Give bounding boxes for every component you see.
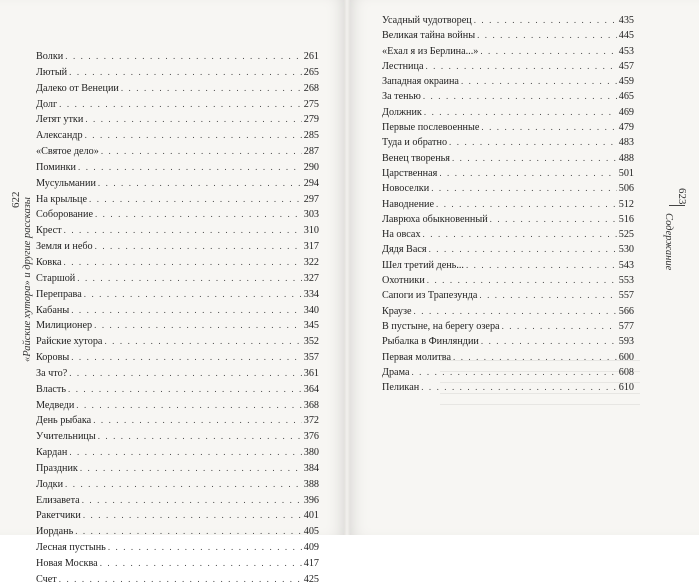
toc-entry-title: На овсах [382, 229, 421, 241]
toc-entry-title: Ковка [36, 256, 62, 268]
toc-entry [36, 477, 319, 493]
toc-entry-title: Должник [382, 106, 422, 118]
toc-entry-page: 376 [303, 431, 319, 443]
toc-entry-page: 525 [618, 229, 634, 241]
toc-entry-title: За тенью [382, 91, 421, 103]
toc-entry-title: Наводнение [382, 198, 435, 210]
dot-leader [75, 524, 302, 540]
toc-entry-page: 364 [303, 383, 319, 395]
dot-leader [439, 166, 616, 181]
toc-entry-page: 340 [303, 304, 319, 316]
dot-leader [502, 319, 617, 334]
toc-entry-page: 405 [303, 526, 319, 538]
dot-leader [64, 223, 302, 239]
dot-leader [68, 382, 302, 398]
toc-entry-page: 396 [303, 494, 319, 506]
toc-entry-title: Краузе [382, 305, 412, 317]
toc-entry-title: Соборование [36, 209, 93, 221]
toc-entry-title: Летят утки [36, 114, 84, 126]
dot-leader [423, 89, 617, 104]
toc-entry-title: Новая Москва [36, 558, 98, 569]
toc-entry-page: 261 [303, 51, 319, 62]
toc-entry-page: 334 [303, 288, 319, 300]
toc-entry-page: 372 [303, 415, 319, 427]
dot-leader [95, 239, 302, 255]
toc-entry [36, 49, 319, 65]
dot-leader [69, 366, 301, 382]
toc-entry-title: Волки [36, 51, 64, 62]
toc-entry [382, 212, 634, 227]
toc-entry-page: 417 [303, 558, 319, 569]
toc-entry-title: Лодки [36, 478, 64, 490]
toc-entry [36, 493, 319, 509]
toc-entry [36, 350, 319, 366]
toc-entry-title: Праздник [36, 462, 78, 474]
toc-entry-title: За что? [36, 367, 68, 379]
toc-entry-title: Александр [36, 130, 83, 142]
toc-entry-title: Долг [36, 98, 58, 110]
toc-entry [382, 44, 634, 59]
toc-entry-title: Туда и обратно [382, 137, 448, 149]
toc-entry [382, 288, 634, 303]
toc-entry [36, 271, 319, 287]
toc-entry-title: Далеко от Венеции [36, 82, 119, 94]
toc-entry-page: 388 [303, 478, 319, 490]
dot-leader [104, 334, 301, 350]
toc-entry-page: 479 [618, 122, 634, 134]
dot-leader [461, 74, 617, 89]
toc-entry [382, 166, 634, 181]
toc-entry [36, 556, 319, 572]
toc-entry [382, 227, 634, 242]
toc-entry [36, 366, 319, 382]
toc-entry [382, 334, 634, 349]
toc-entry-title: Учительницы [36, 431, 96, 443]
toc-entry-title: Драма [382, 366, 410, 378]
toc-entry-title: Кардан [36, 447, 68, 459]
toc-entry [36, 334, 319, 350]
dot-leader [64, 255, 302, 271]
toc-entry [36, 81, 319, 97]
toc-entry-title: Кабаны [36, 304, 70, 316]
dot-leader [108, 540, 302, 556]
toc-entry [36, 207, 319, 223]
toc-entry-page: 345 [303, 320, 319, 332]
toc-entry [36, 318, 319, 334]
toc-entry-page: 303 [303, 209, 319, 221]
toc-entry-page: 457 [618, 60, 634, 72]
dot-leader [65, 49, 301, 65]
dot-leader [71, 350, 301, 366]
toc-entry-title: Рыбалка в Финляндии [382, 336, 479, 348]
dot-leader [429, 242, 617, 257]
toc-entry-title: Крест [36, 225, 62, 237]
dot-leader [85, 128, 302, 144]
dot-leader [84, 287, 302, 303]
toc-entry-title: Лютый [36, 66, 68, 78]
toc-entry-title: «Святое дело» [36, 146, 99, 158]
dot-leader [449, 135, 617, 150]
toc-entry [382, 74, 634, 89]
toc-entry-title: Дядя Вася [382, 244, 427, 256]
dot-leader [490, 212, 617, 227]
toc-entry [36, 508, 319, 524]
dot-leader [69, 65, 302, 81]
toc-entry-title: Власть [36, 383, 67, 395]
toc-entry-page: 600 [618, 351, 634, 363]
toc-entry-title: Елизавета [36, 494, 80, 506]
toc-entry [382, 197, 634, 212]
toc-entry [382, 304, 634, 319]
toc-entry-title: Великая тайна войны [382, 30, 476, 42]
toc-entry-title: Старшой [36, 272, 76, 284]
dot-leader [71, 303, 302, 319]
toc-entry-title: Иордань [36, 526, 74, 538]
toc-entry [382, 273, 634, 288]
toc-entry-page: 469 [618, 106, 634, 118]
toc-entry-page: 401 [303, 510, 319, 522]
toc-entry [382, 120, 634, 135]
toc-entry-page: 488 [618, 152, 634, 164]
toc-entry [382, 28, 634, 43]
toc-entry-page: 610 [618, 382, 634, 394]
toc-entry [36, 540, 319, 556]
toc-entry-title: Райские хутора [36, 336, 103, 348]
dot-leader [466, 258, 617, 273]
dot-leader [89, 192, 302, 208]
toc-entry [36, 382, 319, 398]
dot-leader [121, 81, 302, 97]
toc-entry-title: Лаврюха обыкновенный [382, 213, 488, 225]
dot-leader [431, 181, 617, 196]
dot-leader [82, 493, 302, 509]
toc-entry-page: 322 [303, 256, 319, 268]
folio-left: 622 [10, 191, 22, 208]
toc-entry [36, 128, 319, 144]
toc-entry [36, 429, 319, 445]
toc-list-right [382, 13, 634, 395]
toc-entry [382, 242, 634, 257]
toc-entry-page: 483 [618, 137, 634, 149]
toc-entry [382, 59, 634, 74]
dot-leader [101, 144, 302, 160]
dot-leader [425, 59, 616, 74]
dot-leader [100, 556, 302, 572]
toc-entry-page: 384 [303, 462, 319, 474]
toc-entry [36, 160, 319, 176]
toc-entry [382, 319, 634, 334]
toc-entry [36, 398, 319, 414]
toc-entry-page: 352 [303, 336, 319, 348]
toc-entry-title: Коровы [36, 352, 70, 364]
dot-leader [80, 461, 302, 477]
dot-leader [481, 334, 617, 349]
toc-entry-page: 294 [303, 177, 319, 189]
toc-entry-page: 327 [303, 272, 319, 284]
toc-list-left [36, 49, 319, 588]
toc-entry-page: 380 [303, 447, 319, 459]
dot-leader [93, 413, 302, 429]
folio-right: 623 [676, 188, 688, 205]
toc-entry-page: 553 [618, 275, 634, 287]
toc-entry-page: 268 [303, 82, 319, 94]
toc-entry-page: 297 [303, 193, 319, 205]
dot-leader [76, 398, 301, 414]
toc-entry-page: 435 [618, 15, 634, 26]
toc-entry-title: Земля и небо [36, 241, 93, 253]
toc-entry-title: Ракетчики [36, 510, 81, 522]
toc-entry-page: 557 [618, 290, 634, 302]
toc-entry-page: 361 [303, 367, 319, 379]
toc-entry-page: 608 [618, 366, 634, 378]
dot-leader [474, 13, 617, 28]
toc-entry-title: Венец творенья [382, 152, 450, 164]
toc-entry [36, 192, 319, 208]
dot-leader [427, 273, 617, 288]
toc-entry-page: 285 [303, 130, 319, 142]
toc-entry [382, 151, 634, 166]
toc-entry-page: 357 [303, 352, 319, 364]
toc-entry [382, 89, 634, 104]
show-through-text [440, 350, 640, 440]
toc-entry-title: Шел третий день... [382, 259, 464, 271]
dot-leader [78, 160, 302, 176]
toc-entry [382, 13, 634, 28]
toc-entry-page: 368 [303, 399, 319, 411]
toc-entry [382, 181, 634, 196]
toc-entry [36, 255, 319, 271]
toc-entry-title: Лестница [382, 60, 424, 72]
toc-entry [36, 413, 319, 429]
dot-leader [423, 227, 617, 242]
toc-entry-title: Царственная [382, 167, 438, 179]
toc-entry [36, 144, 319, 160]
toc-entry [36, 572, 319, 588]
toc-entry [36, 97, 319, 113]
toc-entry-page: 566 [618, 305, 634, 317]
toc-entry-title: Милиционер [36, 320, 93, 332]
toc-entry-title: Лесная пустынь [36, 542, 106, 554]
toc-entry [36, 65, 319, 81]
toc-entry-page: 445 [618, 30, 634, 42]
toc-entry-page: 593 [618, 336, 634, 348]
toc-entry-title: В пустыне, на берегу озера [382, 320, 500, 332]
toc-entry-title: Пеликан [382, 382, 420, 394]
toc-entry-title: Западная окраина [382, 76, 459, 88]
toc-entry-title: Медведи [36, 399, 75, 411]
dot-leader [59, 97, 302, 113]
toc-entry-page: 577 [618, 320, 634, 332]
toc-entry-page: 512 [618, 198, 634, 210]
toc-entry-title: Мусульмании [36, 177, 96, 189]
toc-entry-title: Сапоги из Трапезунда [382, 290, 478, 302]
dot-leader [77, 271, 301, 287]
toc-entry-title: Первые послевоенные [382, 122, 480, 134]
dot-leader [436, 197, 617, 212]
toc-entry-title: На крыльце [36, 193, 88, 205]
toc-entry-title: Счет [36, 573, 57, 585]
toc-entry [36, 176, 319, 192]
toc-entry-page: 317 [303, 241, 319, 253]
running-head-left: «Райские хутора» и другие рассказы [22, 197, 33, 362]
toc-entry [36, 303, 319, 319]
toc-entry-title: День рыбака [36, 415, 92, 427]
book-gutter [344, 0, 350, 535]
dot-leader [98, 429, 302, 445]
toc-entry-page: 290 [303, 161, 319, 173]
dot-leader [414, 304, 617, 319]
dot-leader [85, 112, 301, 128]
toc-entry-page: 516 [618, 213, 634, 225]
dot-leader [479, 288, 616, 303]
toc-entry-page: 530 [618, 244, 634, 256]
toc-entry [36, 287, 319, 303]
toc-entry-page: 279 [303, 114, 319, 126]
dot-leader [69, 445, 301, 461]
toc-entry-page: 409 [303, 542, 319, 554]
folio-divider [669, 205, 685, 206]
dot-leader [95, 207, 302, 223]
toc-entry-title: Охотники [382, 275, 425, 287]
toc-entry [36, 239, 319, 255]
toc-entry-page: 287 [303, 146, 319, 158]
dot-leader [480, 44, 616, 59]
dot-leader [424, 105, 617, 120]
toc-entry-page: 465 [618, 91, 634, 103]
toc-entry [36, 524, 319, 540]
toc-entry [36, 445, 319, 461]
toc-entry-title: «Ехал я из Берлина...» [382, 45, 479, 57]
toc-entry-page: 425 [303, 573, 319, 585]
toc-entry-title: Усадный чудотворец [382, 15, 472, 26]
dot-leader [481, 120, 616, 135]
toc-entry-page: 275 [303, 98, 319, 110]
toc-entry-title: Поминки [36, 161, 77, 173]
toc-entry [36, 223, 319, 239]
toc-entry-page: 265 [303, 66, 319, 78]
dot-leader [452, 151, 617, 166]
dot-leader [477, 28, 617, 43]
toc-entry [36, 461, 319, 477]
toc-entry-page: 501 [618, 167, 634, 179]
toc-entry [36, 112, 319, 128]
dot-leader [98, 176, 302, 192]
toc-entry-title: Первая молитва [382, 351, 451, 363]
dot-leader [83, 508, 302, 524]
toc-entry-title: Переправа [36, 288, 82, 300]
toc-entry-title: Новоселки [382, 183, 430, 195]
toc-entry-page: 506 [618, 183, 634, 195]
toc-entry-page: 459 [618, 76, 634, 88]
toc-entry-page: 543 [618, 259, 634, 271]
toc-entry [382, 135, 634, 150]
dot-leader [94, 318, 302, 334]
running-head-right: Содержание [663, 213, 674, 271]
toc-entry-page: 310 [303, 225, 319, 237]
dot-leader [59, 572, 302, 588]
toc-entry [382, 258, 634, 273]
toc-entry [382, 105, 634, 120]
toc-entry-page: 453 [618, 45, 634, 57]
dot-leader [65, 477, 302, 493]
